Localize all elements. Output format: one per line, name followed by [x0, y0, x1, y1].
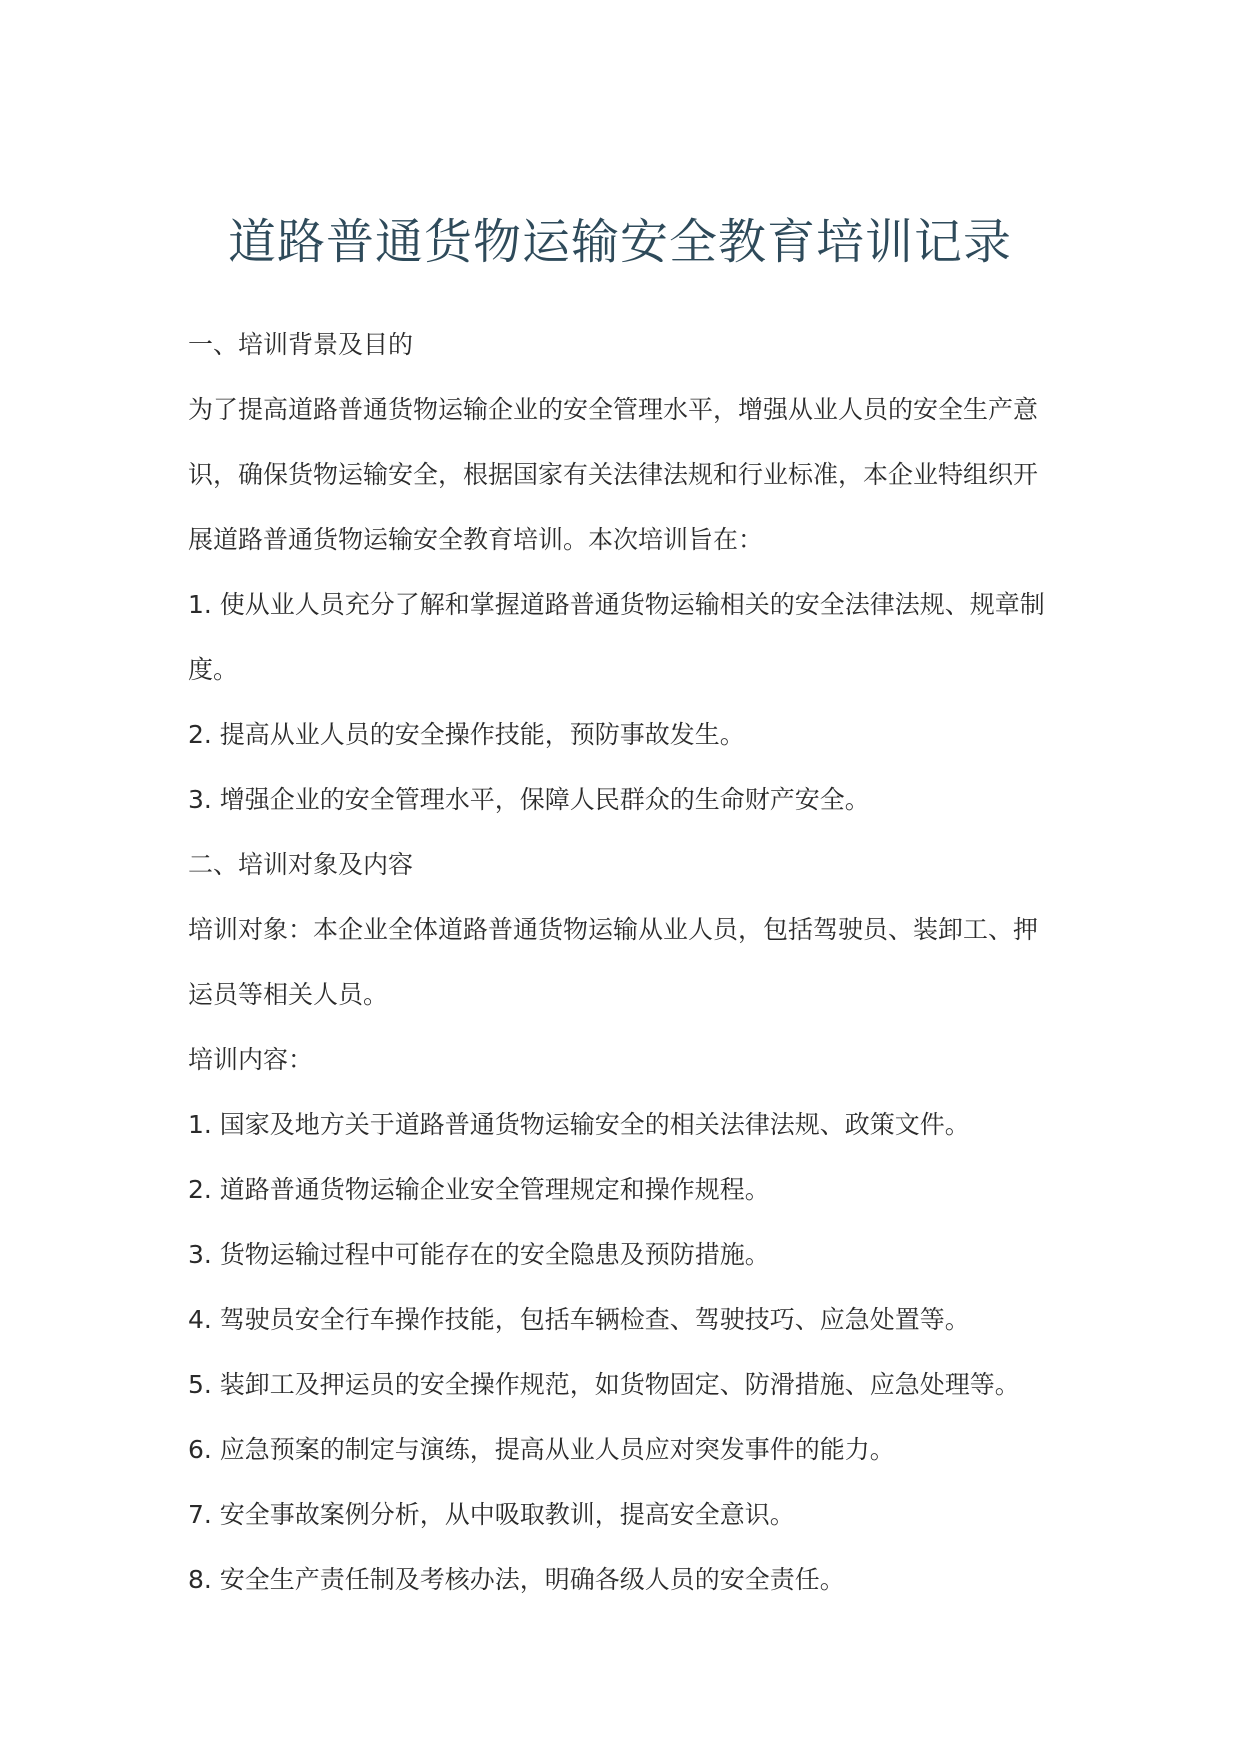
list-item: 1. 使从业人员充分了解和掌握道路普通货物运输相关的安全法律法规、规章制 [188, 590, 1045, 619]
list-item: 2. 提高从业人员的安全操作技能，预防事故发生。 [188, 720, 745, 749]
paragraph-line: 为了提高道路普通货物运输企业的安全管理水平，增强从业人员的安全生产意 [188, 395, 1039, 424]
list-item: 7. 安全事故案例分析，从中吸取教训，提高安全意识。 [188, 1500, 795, 1529]
list-item: 8. 安全生产责任制及考核办法，明确各级人员的安全责任。 [188, 1565, 845, 1594]
list-item: 5. 装卸工及押运员的安全操作规范，如货物固定、防滑措施、应急处理等。 [188, 1370, 1020, 1399]
document-title: 道路普通货物运输安全教育培训记录 [227, 214, 1012, 270]
list-item: 6. 应急预案的制定与演练，提高从业人员应对突发事件的能力。 [188, 1435, 895, 1464]
section-heading-background: 一、培训背景及目的 [188, 330, 414, 359]
list-item-continuation: 度。 [188, 655, 239, 684]
paragraph-line: 运员等相关人员。 [188, 980, 389, 1009]
paragraph-line: 培训对象：本企业全体道路普通货物运输从业人员，包括驾驶员、装卸工、押 [188, 915, 1039, 944]
paragraph-line: 识，确保货物运输安全，根据国家有关法律法规和行业标准，本企业特组织开 [188, 460, 1039, 489]
list-item: 3. 增强企业的安全管理水平，保障人民群众的生命财产安全。 [188, 785, 870, 814]
list-item: 3. 货物运输过程中可能存在的安全隐患及预防措施。 [188, 1240, 770, 1269]
list-item: 4. 驾驶员安全行车操作技能，包括车辆检查、驾驶技巧、应急处置等。 [188, 1305, 970, 1334]
section-heading-content: 二、培训对象及内容 [188, 850, 414, 879]
paragraph-line: 培训内容： [188, 1045, 314, 1074]
list-item: 1. 国家及地方关于道路普通货物运输安全的相关法律法规、政策文件。 [188, 1110, 970, 1139]
document-body [188, 312, 1056, 1612]
paragraph-line: 展道路普通货物运输安全教育培训。本次培训旨在： [188, 525, 764, 554]
list-item: 2. 道路普通货物运输企业安全管理规定和操作规程。 [188, 1175, 770, 1204]
